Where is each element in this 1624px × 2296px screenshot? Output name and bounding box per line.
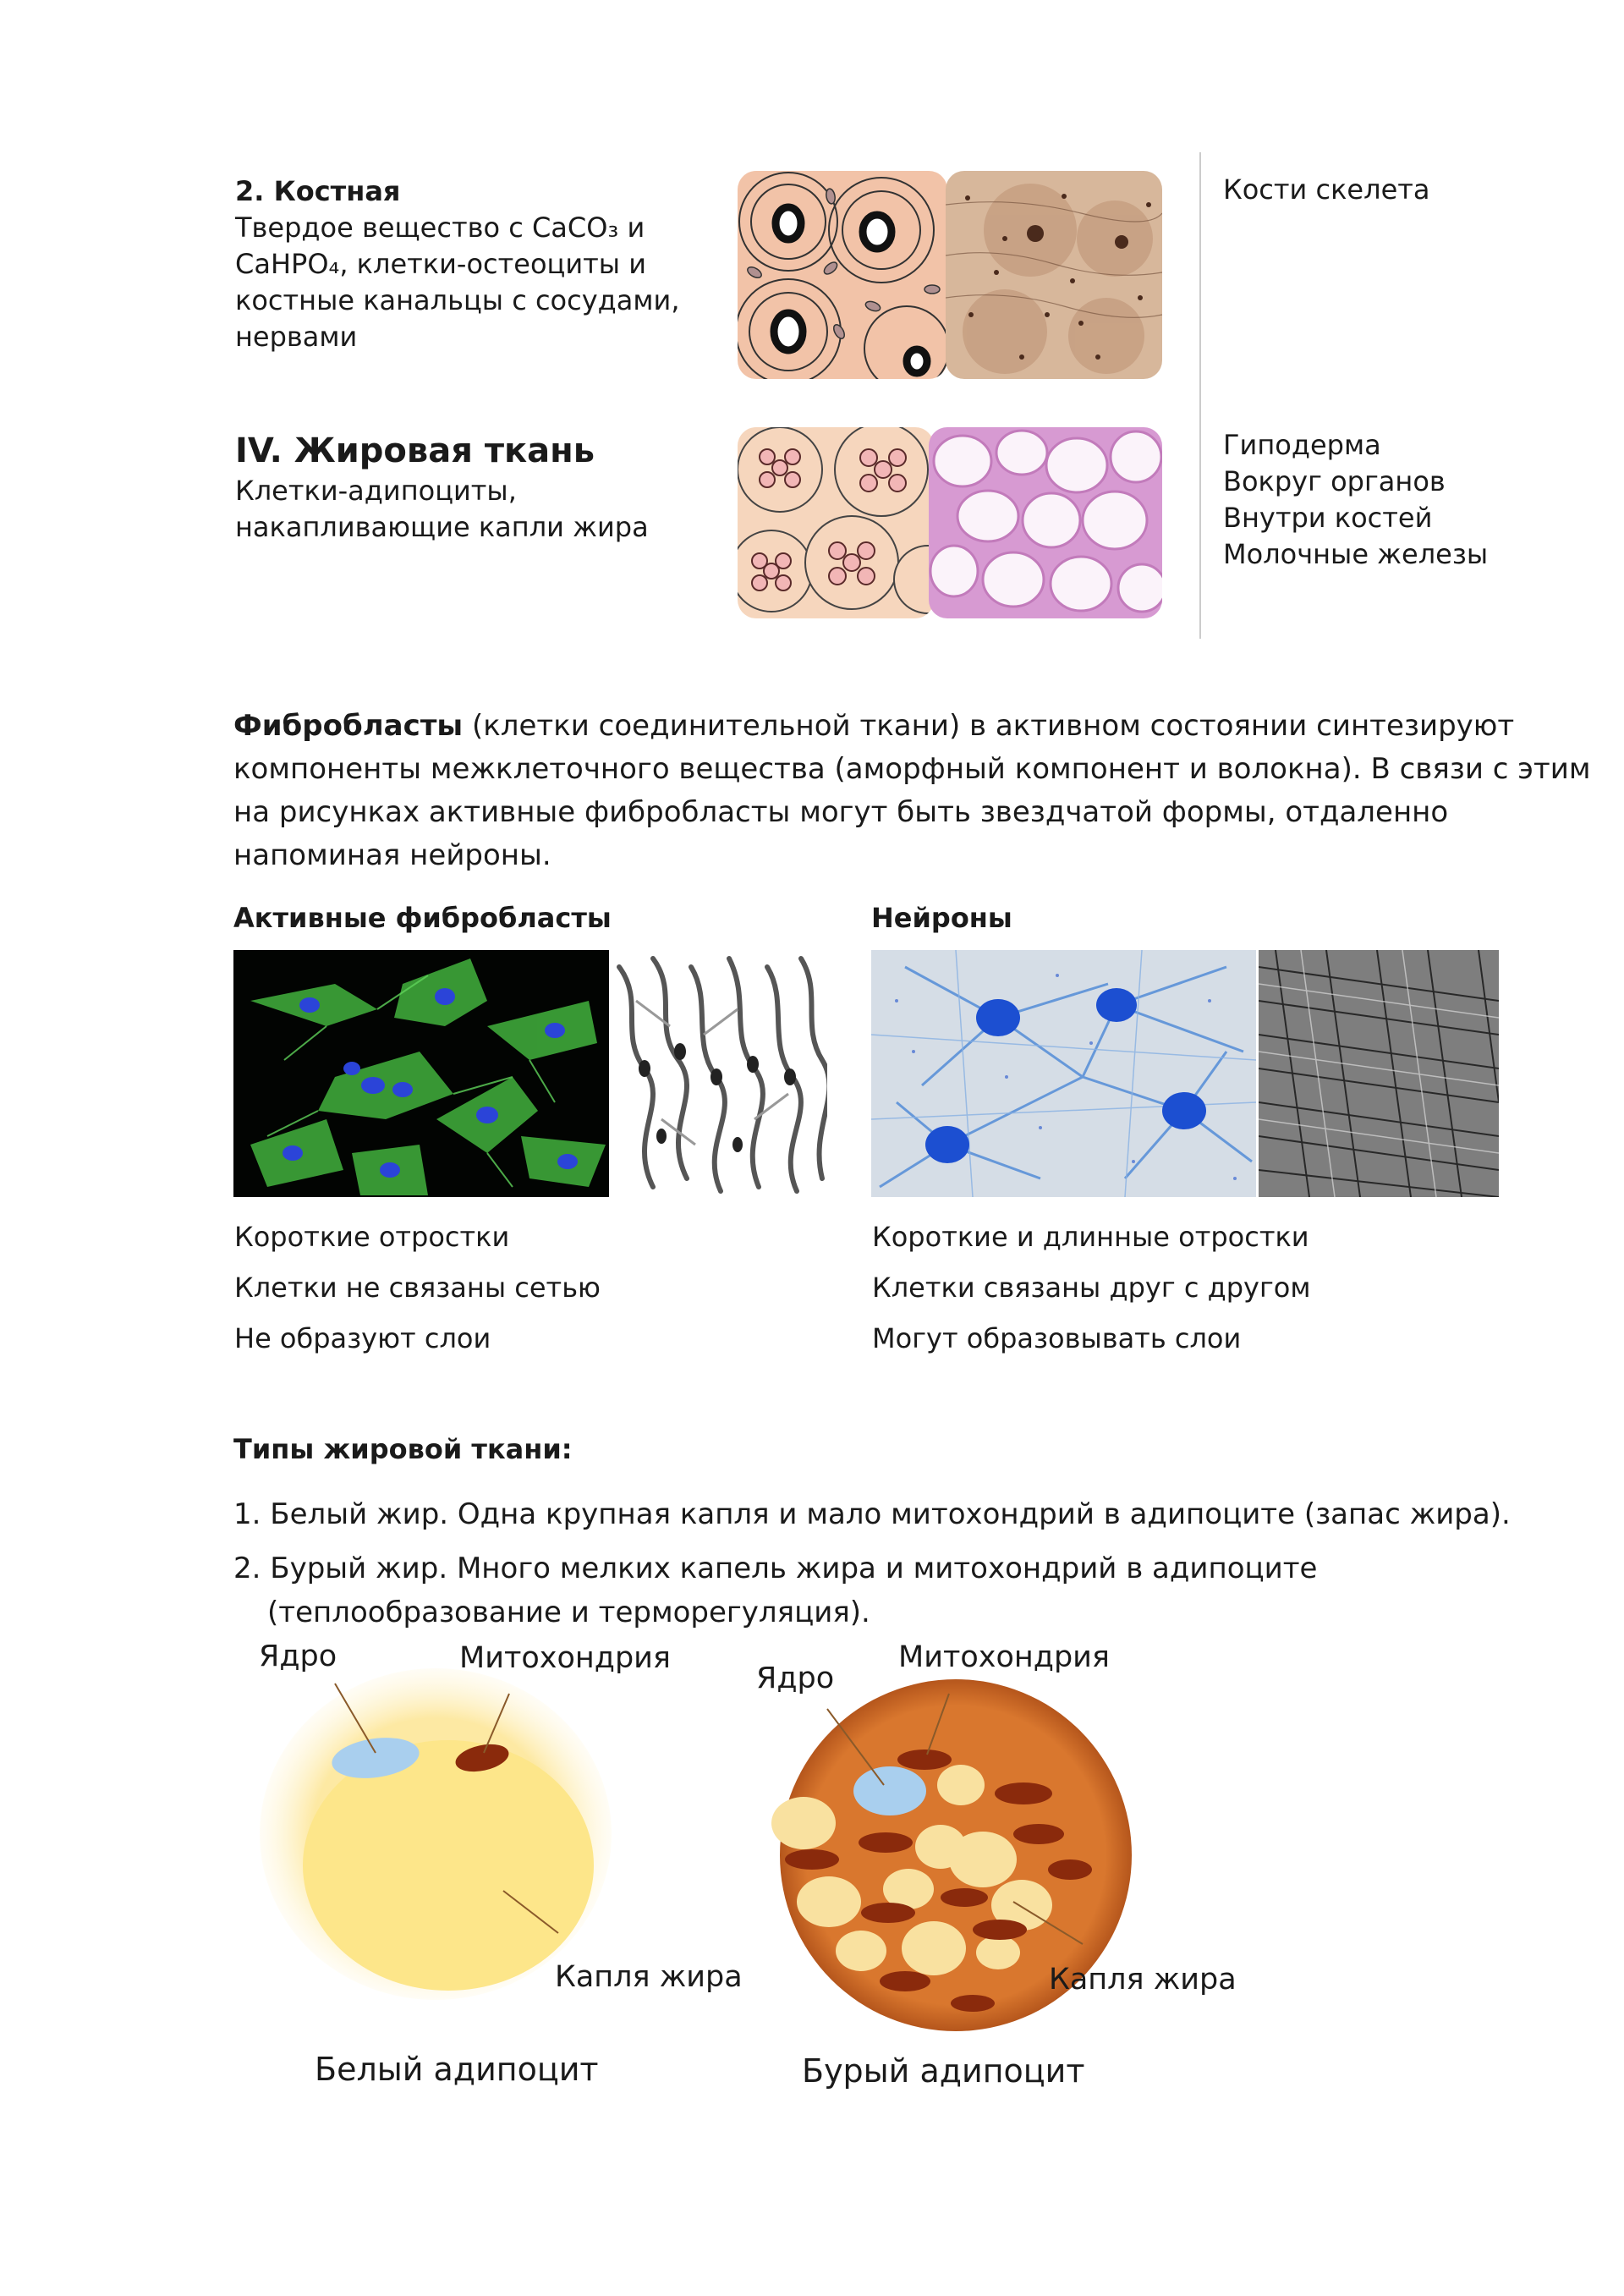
- neuron-trait: Клетки связаны друг с другом: [872, 1272, 1311, 1304]
- fibroblast-paragraph-line: [233, 705, 1519, 748]
- fat-tissue-desc-line: Клетки-адипоциты,: [235, 475, 517, 507]
- fat-location-item: Вокруг органов: [1223, 465, 1446, 497]
- bone-location: Кости скелета: [1223, 173, 1430, 206]
- bone-desc-line: Твердое вещество с CaCO₃ и: [235, 211, 645, 244]
- fat-location-item: Гиподерма: [1223, 429, 1381, 461]
- fat-tissue-desc-line: накапливающие капли жира: [235, 511, 649, 543]
- bone-desc-line: костные канальцы с сосудами,: [235, 284, 680, 316]
- neuron-silver-image: [1259, 950, 1499, 1197]
- bone-desc-line: нервами: [235, 321, 358, 353]
- bone-diagram-image: [738, 171, 947, 379]
- bone-title: 2. Костная: [235, 175, 401, 207]
- white-fat-droplet: [303, 1740, 594, 1991]
- fibroblast-paragraph: [233, 705, 1591, 877]
- bone-micrograph-image: [946, 171, 1162, 379]
- fat-tissue-text: [235, 429, 709, 546]
- fibroblast-term: Фибробласты: [233, 709, 464, 743]
- brown-adipocyte-caption: Бурый адипоцит: [802, 2052, 1085, 2090]
- neuron-trait: Могут образовывать слои: [872, 1322, 1242, 1354]
- adipocyte-diagram: [211, 1633, 1269, 2106]
- neuron-trait: Короткие и длинные отростки: [872, 1221, 1309, 1253]
- neuron-traits: [872, 1211, 1311, 1364]
- fibroblast-paragraph-line: на рисунках активные фибробласты могут быть звездчатой формы, отдаленно: [233, 795, 1449, 829]
- neuron-stain-image: [871, 950, 1256, 1197]
- neurons-title: Нейроны: [871, 902, 1012, 934]
- white-adipocyte-caption: Белый адипоцит: [315, 2051, 599, 2088]
- fat-locations: [1223, 427, 1488, 573]
- white-adipocyte: [260, 1668, 612, 2000]
- brown-nucleus-label: Ядро: [756, 1662, 835, 1695]
- fat-location-item: Внутри костей: [1223, 502, 1433, 534]
- fat-type-item-white: 1. Белый жир. Одна крупная капля и мало митохондрий в адипоците (запас жира).: [233, 1497, 1511, 1531]
- white-droplet-label: Капля жира: [555, 1960, 743, 1994]
- adipose-diagram-image: [738, 427, 934, 618]
- brown-mito-label: Митохондрия: [898, 1640, 1110, 1674]
- bone-desc-line: CaHPO₄, клетки-остеоциты и: [235, 248, 646, 280]
- fibroblast-text: (клетки соединительной ткани) в активном состоянии синтезируют: [463, 709, 1515, 743]
- brown-nucleus: [853, 1766, 926, 1815]
- fibroblast-drawing-image: [611, 950, 827, 1197]
- fat-tissue-title: IV. Жировая ткань: [235, 431, 595, 470]
- fat-type-item-brown: 2. Бурый жир. Много мелких капель жира и митохондрий в адипоците: [233, 1552, 1318, 1585]
- fibroblast-paragraph-line: напоминая нейроны.: [233, 838, 551, 872]
- fat-type-item-brown-continued: (теплообразование и терморегуляция).: [267, 1596, 870, 1629]
- adipose-micrograph-image: [929, 427, 1162, 618]
- fibroblast-trait: Не образуют слои: [234, 1322, 491, 1354]
- brown-droplet-label: Капля жира: [1049, 1963, 1237, 1997]
- white-nucleus-label: Ядро: [259, 1640, 337, 1673]
- fibroblast-trait: Клетки не связаны сетью: [234, 1272, 601, 1304]
- fat-types-title: Типы жировой ткани:: [233, 1433, 573, 1465]
- fat-types-list: [233, 1492, 1511, 1634]
- fat-location-item: Молочные железы: [1223, 538, 1489, 570]
- bone-text: [235, 173, 709, 355]
- fibroblast-fluorescence-image: [233, 950, 609, 1197]
- fibroblast-trait: Короткие отростки: [234, 1221, 510, 1253]
- fibroblast-paragraph-line: компоненты межклеточного вещества (аморфный компонент и волокна). В связи с этим: [233, 752, 1591, 786]
- fibroblast-traits: [234, 1211, 601, 1364]
- vertical-divider: [1199, 152, 1201, 639]
- white-mito-label: Митохондрия: [459, 1641, 671, 1675]
- active-fibroblasts-title: Активные фибробласты: [233, 902, 612, 934]
